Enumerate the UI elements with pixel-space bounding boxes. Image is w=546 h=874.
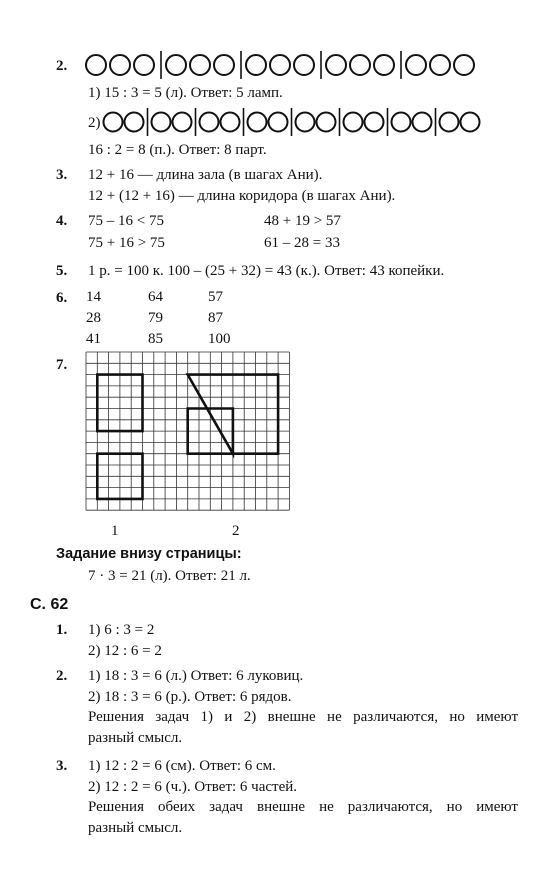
circle <box>166 55 186 75</box>
task-4-b1: 48 + 19 > 57 <box>264 213 341 229</box>
circle <box>374 55 394 75</box>
task-5-line: 1 р. = 100 к. 100 – (25 + 32) = 43 (к.). Ответ: 43 копейки. <box>88 263 445 279</box>
circle <box>200 113 219 132</box>
circles-row-2 <box>102 107 502 137</box>
task-2-line-2-prefix: 2) <box>88 115 101 131</box>
task-7-number: 7. <box>56 357 68 373</box>
task-6-c1-r3: 41 <box>86 331 101 347</box>
s-task-2-note-line-1: Решения задач 1) и 2) внешне не различаются, но имеют <box>88 709 518 725</box>
circle <box>104 113 123 132</box>
circle <box>454 55 474 75</box>
figure-label-2: 2 <box>232 523 240 539</box>
task-6-number: 6. <box>56 290 68 306</box>
circle <box>406 55 426 75</box>
circles-row-1 <box>84 50 484 80</box>
task-4-b2: 61 – 28 = 33 <box>264 235 340 251</box>
task-6-c2-r3: 85 <box>148 331 163 347</box>
task-3-number: 3. <box>56 167 68 183</box>
circle <box>440 113 459 132</box>
bottom-task-heading: Задание внизу страницы: <box>56 546 242 562</box>
s-task-2-note-line-2: разный смысл. <box>88 730 183 746</box>
task-5-number: 5. <box>56 263 68 279</box>
circle <box>173 113 192 132</box>
circle <box>430 55 450 75</box>
circle <box>190 55 210 75</box>
s-task-2-number: 2. <box>56 668 68 684</box>
s-task-3-number: 3. <box>56 758 68 774</box>
circle <box>344 113 363 132</box>
circle <box>365 113 384 132</box>
task-6-c3-r1: 57 <box>208 289 223 305</box>
circle <box>86 55 106 75</box>
task-4-a2: 75 + 16 > 75 <box>88 235 165 251</box>
s-task-1-number: 1. <box>56 622 68 638</box>
task-6-c3-r3: 100 <box>208 331 231 347</box>
task-4-a1: 75 – 16 < 75 <box>88 213 164 229</box>
task-6-c2-r1: 64 <box>148 289 163 305</box>
task-6-c1-r2: 28 <box>86 310 101 326</box>
circle <box>326 55 346 75</box>
section-title: С. 62 <box>30 596 69 613</box>
s-task-3-line-1: 1) 12 : 2 = 6 (см). Ответ: 6 см. <box>88 758 276 774</box>
s-task-2-note <box>88 707 518 749</box>
task-6-c2-r2: 79 <box>148 310 163 326</box>
circle <box>110 55 130 75</box>
task-2-line-1: 1) 15 : 3 = 5 (л). Ответ: 5 ламп. <box>88 85 283 101</box>
circle <box>248 113 267 132</box>
task-6-c3-r2: 87 <box>208 310 223 326</box>
s-task-2-line-1: 1) 18 : 3 = 6 (л.) Ответ: 6 луковиц. <box>88 668 304 684</box>
figure-label-1: 1 <box>111 523 119 539</box>
s-task-1-line-2: 2) 12 : 6 = 2 <box>88 643 162 659</box>
circle <box>296 113 315 132</box>
s-task-3-note-line-2: разный смысл. <box>88 820 183 836</box>
s-task-2-line-2: 2) 18 : 3 = 6 (р.). Ответ: 6 рядов. <box>88 689 292 705</box>
circle <box>221 113 240 132</box>
task-4-number: 4. <box>56 213 68 229</box>
circle <box>246 55 266 75</box>
s-task-3-note-line-1: Решения обеих задач внешне не различаются, но имеют <box>88 799 518 815</box>
circle <box>392 113 411 132</box>
task-6-c1-r1: 14 <box>86 289 101 305</box>
circle <box>270 55 290 75</box>
circle <box>413 113 432 132</box>
circle <box>461 113 480 132</box>
bottom-task-line: 7 · 3 = 21 (л). Ответ: 21 л. <box>88 568 251 584</box>
circle <box>152 113 171 132</box>
circle <box>134 55 154 75</box>
task-2-line-3: 16 : 2 = 8 (п.). Ответ: 8 парт. <box>88 142 267 158</box>
grid-figure <box>84 350 304 520</box>
circle <box>125 113 144 132</box>
s-task-3-note <box>88 797 518 839</box>
task-2-number: 2. <box>56 58 68 74</box>
circle <box>317 113 336 132</box>
s-task-1-line-1: 1) 6 : 3 = 2 <box>88 622 155 638</box>
task-3-line-1: 12 + 16 — длина зала (в шагах Ани). <box>88 167 323 183</box>
task-3-line-2: 12 + (12 + 16) — длина коридора (в шагах Ани). <box>88 188 396 204</box>
circle <box>269 113 288 132</box>
circle <box>214 55 234 75</box>
circle <box>294 55 314 75</box>
s-task-3-line-2: 2) 12 : 2 = 6 (ч.). Ответ: 6 частей. <box>88 779 298 795</box>
circle <box>350 55 370 75</box>
